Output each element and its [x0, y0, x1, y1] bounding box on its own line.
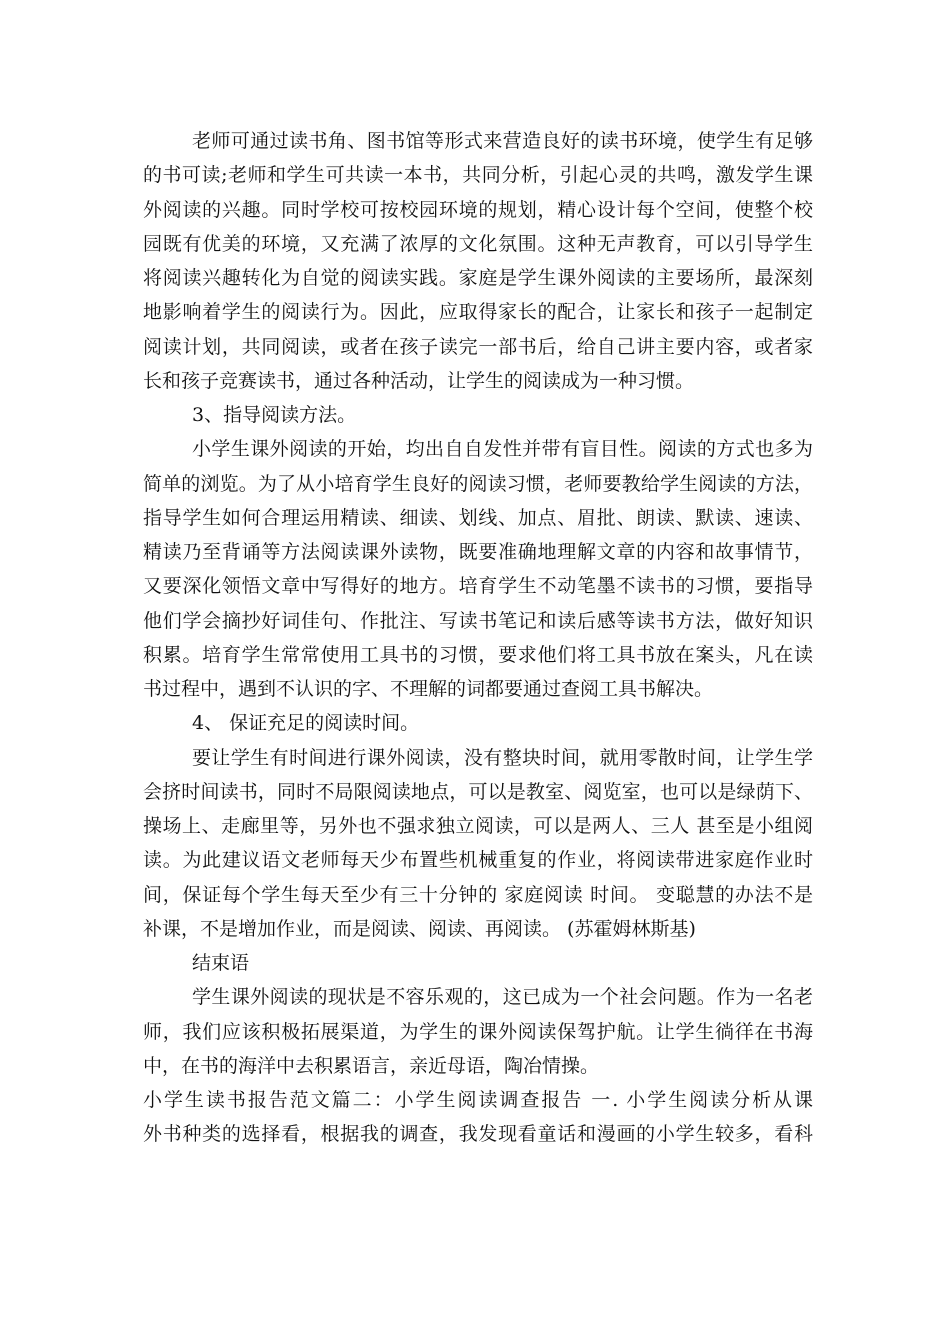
text-line: 指导学生如何合理运用精读、细读、划线、加点、眉批、朗读、默读、速读、 — [143, 506, 813, 529]
text-line: 书过程中，遇到不认识的字、不理解的词都要通过查阅工具书解决。 — [143, 678, 714, 700]
text-line: 4、 保证充足的阅读时间。 — [192, 712, 420, 735]
text-line: 学生课外阅读的现状是不容乐观的，这已成为一个社会问题。作为一名老 — [192, 986, 813, 1009]
text-line: 读。为此建议语文老师每天少布置些机械重复的作业，将阅读带进家庭作业时 — [143, 849, 813, 872]
text-line: 积累。培育学生常常使用工具书的习惯，要求他们将工具书放在案头，凡在读 — [143, 643, 813, 666]
document-body — [143, 124, 813, 1152]
text-line: 外书种类的选择看，根据我的调查，我发现看童话和漫画的小学生较多，看科 — [143, 1123, 813, 1146]
text-line: 老师可通过读书角、图书馆等形式来营造良好的读书环境，使学生有足够 — [192, 130, 813, 152]
text-line: 又要深化领悟文章中写得好的地方。培育学生不动笔墨不读书的习惯，要指导 — [143, 575, 813, 598]
text-line: 结束语 — [192, 952, 250, 974]
text-line: 小学生读书报告范文篇二：小学生阅读调查报告 一. 小学生阅读分析从课 — [143, 1089, 813, 1111]
text-line: 小学生课外阅读的开始，均出自自发性并带有盲目性。阅读的方式也多为 — [192, 438, 813, 461]
text-line: 会挤时间读书，同时不局限阅读地点，可以是教室、阅览室，也可以是绿荫下、 — [143, 780, 813, 803]
text-line: 他们学会摘抄好词佳句、作批注、写读书笔记和读后感等读书方法，做好知识 — [143, 609, 813, 632]
text-line: 补课，不是增加作业，而是阅读、阅读、再阅读。 (苏霍姆林斯基) — [143, 917, 696, 940]
text-line: 简单的浏览。为了从小培育学生良好的阅读习惯，老师要教给学生阅读的方法， — [143, 472, 813, 495]
text-line: 师，我们应该积极拓展渠道，为学生的课外阅读保驾护航。让学生徜徉在书海 — [143, 1020, 813, 1043]
text-line: 地影响着学生的阅读行为。因此，应取得家长的配合，让家长和孩子一起制定 — [143, 301, 813, 324]
text-line: 的书可读;老师和学生可共读一本书，共同分析，引起心灵的共鸣，激发学生课 — [143, 164, 813, 187]
text-line: 精读乃至背诵等方法阅读课外读物，既要准确地理解文章的内容和故事情节， — [143, 541, 813, 563]
text-line: 外阅读的兴趣。同时学校可按校园环境的规划，精心设计每个空间，使整个校 — [143, 198, 813, 221]
text-line: 间，保证每个学生每天至少有三十分钟的 家庭阅读 时间。 变聪慧的办法不是 — [143, 883, 813, 906]
text-line: 要让学生有时间进行课外阅读，没有整块时间，就用零散时间，让学生学 — [192, 746, 813, 769]
text-line: 中，在书的海洋中去积累语言，亲近母语，陶冶情操。 — [143, 1054, 600, 1077]
text-line: 操场上、走廊里等，另外也不强求独立阅读，可以是两人、三人 甚至是小组阅 — [143, 815, 813, 837]
text-line: 长和孩子竞赛读书，通过各种活动，让学生的阅读成为一种习惯。 — [143, 369, 695, 392]
text-line: 园既有优美的环境，又充满了浓厚的文化氛围。这种无声教育，可以引导学生 — [143, 232, 813, 255]
text-line: 将阅读兴趣转化为自觉的阅读实践。家庭是学生课外阅读的主要场所，最深刻 — [143, 267, 813, 289]
text-line: 3、指导阅读方法。 — [192, 404, 357, 426]
text-line: 阅读计划，共同阅读，或者在孩子读完一部书后，给自己讲主要内容，或者家 — [143, 335, 813, 358]
